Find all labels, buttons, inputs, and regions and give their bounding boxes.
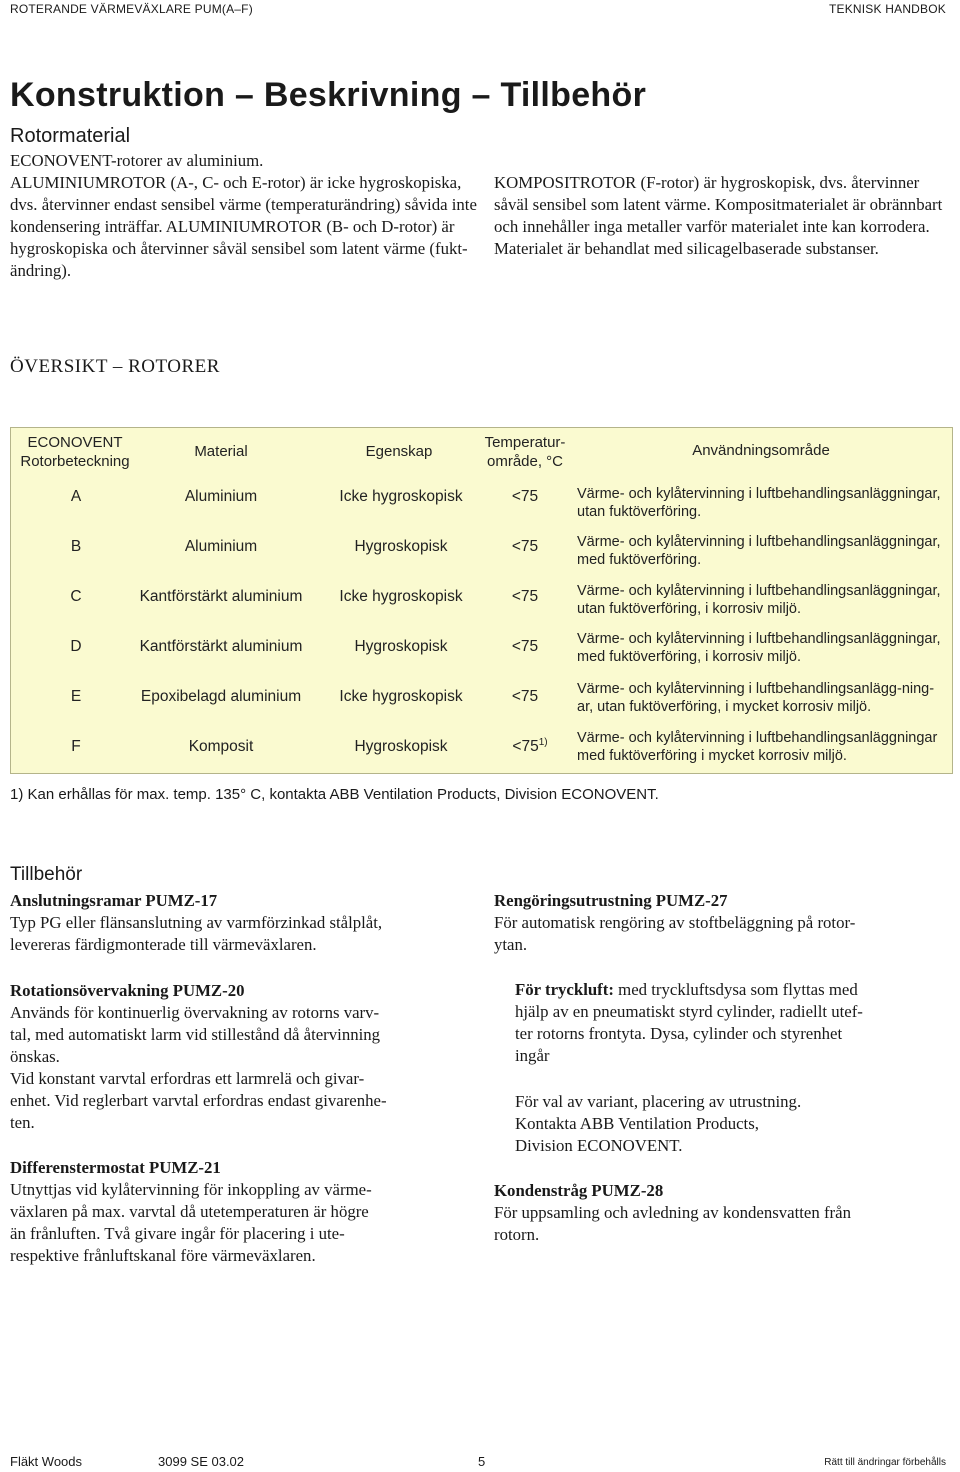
accessory-pumz-28 <box>494 1180 960 1246</box>
row-c-temp <box>495 587 555 606</box>
row-e-property: Icke hygroskopisk <box>339 688 463 705</box>
col-header-designation-line1: ECONOVENT <box>27 434 123 451</box>
row-f-use <box>577 729 957 765</box>
compressed-air-line4: ingår <box>515 1046 550 1065</box>
row-d-property: Hygroskopisk <box>354 638 448 655</box>
accessory-pumz-21-title: Differenstermostat PUMZ-21 <box>10 1158 221 1177</box>
row-f-use-line1: Värme- och kylåtervinning i luftbehandlingsanläggningar <box>577 730 938 746</box>
row-d-material: Kantförstärkt aluminium <box>139 638 303 655</box>
row-d-use <box>577 630 957 666</box>
compressed-air-line3: ter rotorns frontyta. Dysa, cylinder och styrenhet <box>515 1024 843 1043</box>
row-c-property: Icke hygroskopisk <box>339 588 463 605</box>
row-a-material: Aluminium <box>184 488 258 505</box>
overview-heading: ÖVERSIKT – ROTORER <box>10 356 220 377</box>
accessory-pumz-28-title: Kondenstråg PUMZ-28 <box>494 1181 664 1200</box>
col-header-material: Material <box>194 443 248 460</box>
row-b-use-line1: Värme- och kylåtervinning i luftbehandlingsanläggningar, <box>577 534 941 550</box>
accessory-pumz-20-line5: enhet. Vid reglerbart varvtal erfordras endast givarenhe- <box>10 1091 387 1110</box>
footer-rights: Rätt till ändringar förbehålls <box>824 1457 946 1468</box>
row-e-use <box>577 680 957 716</box>
footer-brand: Fläkt Woods <box>10 1454 83 1469</box>
variant-note-line1: För val av variant, placering av utrustning. <box>515 1092 802 1111</box>
col-header-designation-line2: Rotorbeteckning <box>20 453 130 470</box>
row-a-temp <box>495 487 555 506</box>
row-f-temp-note: 1) <box>538 736 548 748</box>
table-footnote: 1) Kan erhållas för max. temp. 135° C, kontakta ABB Ventilation Products, Division ECONOVENT. <box>10 786 659 803</box>
accessory-pumz-17-title: Anslutningsramar PUMZ-17 <box>10 891 218 910</box>
col-header-temperature-line2: område, °C <box>486 453 564 470</box>
footer-page-number: 5 <box>478 1454 486 1469</box>
row-a-use-line2: utan fuktöverföring. <box>577 504 702 520</box>
row-b-temp-value: <75 <box>511 538 539 555</box>
row-c-code: C <box>70 588 82 605</box>
row-b-use <box>577 533 957 569</box>
accessory-pumz-21-line3: än frånluften. Två givare ingår för placering i ute- <box>10 1224 345 1243</box>
accessory-pumz-21-line2: växlaren på max. varvtal då utetemperaturen är högre <box>10 1202 369 1221</box>
row-f-code: F <box>71 738 81 755</box>
col-header-property: Egenskap <box>365 443 433 460</box>
row-d-temp <box>495 637 555 656</box>
accessory-pumz-21-line4: respektive frånluftskanal före värmeväxlaren. <box>10 1246 316 1265</box>
rotor-material-heading: Rotormaterial <box>10 125 131 147</box>
accessory-pumz-27 <box>494 890 960 956</box>
accessory-pumz-20-title: Rotationsövervakning PUMZ-20 <box>10 981 245 1000</box>
compressed-air-line1 <box>515 979 945 1001</box>
row-c-material: Kantförstärkt aluminium <box>139 588 303 605</box>
accessory-pumz-20-line3: önskas. <box>10 1047 60 1066</box>
rotor-material-right: KOMPOSITROTOR (F-rotor) är hygroskopisk, dvs. återvinner såväl sensibel som latent värme. Kompositmaterialet är obrännbart och innehåller inga metaller varför materialet inte kan korrodera. Materialet är behandlat med silicagelbaserade substanser. <box>494 173 943 258</box>
col-header-designation <box>11 433 139 471</box>
row-d-use-line2: med fuktöverföring, i korrosiv miljö. <box>577 649 802 665</box>
col-header-temperature-line1: Temperatur- <box>484 434 566 451</box>
row-b-material: Aluminium <box>184 538 258 555</box>
accessory-pumz-20-line1: Används för kontinuerlig övervakning av rotorns varv- <box>10 1003 380 1022</box>
accessory-pumz-20-line6: ten. <box>10 1113 35 1132</box>
row-b-temp <box>495 537 555 556</box>
accessory-pumz-20 <box>10 980 480 1134</box>
row-f-temp-value: <75 <box>512 738 539 755</box>
variant-note-line3: Division ECONOVENT. <box>515 1136 683 1155</box>
row-e-temp-value: <75 <box>511 688 539 705</box>
variant-note <box>515 1091 945 1157</box>
row-c-temp-value: <75 <box>511 588 539 605</box>
row-f-property: Hygroskopisk <box>354 738 448 755</box>
accessory-pumz-17-line2: levereras färdigmonterade till värmeväxlaren. <box>10 935 317 954</box>
row-d-temp-value: <75 <box>511 638 539 655</box>
row-b-use-line2: med fuktöverföring. <box>577 552 702 568</box>
row-c-use-line2: utan fuktöverföring, i korrosiv miljö. <box>577 601 802 617</box>
accessory-pumz-20-line4: Vid konstant varvtal erfordras ett larmrelä och givar- <box>10 1069 365 1088</box>
accessory-pumz-27-line2: ytan. <box>494 935 528 954</box>
accessory-pumz-27-title: Rengöringsutrustning PUMZ-27 <box>494 891 728 910</box>
row-b-property: Hygroskopisk <box>354 538 448 555</box>
compressed-air-line1-text: med tryckluftsdysa som flyttas med <box>613 980 858 999</box>
accessory-pumz-17 <box>10 890 480 956</box>
rotor-overview-table <box>10 427 953 774</box>
row-c-use-line1: Värme- och kylåtervinning i luftbehandlingsanläggningar, <box>577 583 941 599</box>
compressed-air-label: För tryckluft: <box>515 980 614 999</box>
compressed-air-line2: hjälp av en pneumatiskt styrd cylinder, radiellt utef- <box>515 1002 863 1021</box>
row-c-use <box>577 582 957 618</box>
accessory-pumz-20-line2: tal, med automatiskt larm vid stillestånd då återvinning <box>10 1025 381 1044</box>
row-e-code: E <box>70 688 82 705</box>
page-title: Konstruktion – Beskrivning – Tillbehör <box>10 76 647 114</box>
accessory-pumz-27-line1: För automatisk rengöring av stoftbeläggning på rotor- <box>494 913 856 932</box>
rotor-paragraph-2: ALUMINIUMROTOR (A-, C- och E-rotor) är icke hygroskopiska, dvs. återvinner endast sensibel värme (temperaturändring) såvida inte kondensering inträffar. ALUMINIUMROTOR (B- och D-rotor) är hygroskopiska och återvinner såväl sensibel som latent värme (fukt-ändring). <box>10 173 477 280</box>
row-d-use-line1: Värme- och kylåtervinning i luftbehandlingsanläggningar, <box>577 631 941 647</box>
row-a-use <box>577 485 957 521</box>
row-f-temp <box>495 737 565 756</box>
rotor-material-left <box>10 150 480 282</box>
compressed-air-option <box>515 979 945 1067</box>
accessory-pumz-21 <box>10 1157 480 1267</box>
row-f-material: Komposit <box>188 738 254 755</box>
accessory-pumz-21-line1: Utnyttjas vid kylåtervinning för inkoppling av värme- <box>10 1180 372 1199</box>
row-a-code: A <box>70 488 82 505</box>
running-header-left: ROTERANDE VÄRMEVÄXLARE PUM(A–F) <box>10 2 253 16</box>
accessory-pumz-28-line1: För uppsamling och avledning av kondensvatten från <box>494 1203 851 1222</box>
accessories-heading: Tillbehör <box>10 864 83 885</box>
variant-note-line2: Kontakta ABB Ventilation Products, <box>515 1114 759 1133</box>
row-d-code: D <box>70 638 82 655</box>
col-header-temperature <box>475 433 575 471</box>
accessory-pumz-17-line1: Typ PG eller flänsanslutning av varmförzinkad stålplåt, <box>10 913 383 932</box>
accessory-pumz-28-line2: rotorn. <box>494 1225 540 1244</box>
rotor-paragraph-1: ECONOVENT-rotorer av aluminium. <box>10 151 264 170</box>
row-e-use-line2: ar, utan fuktöverföring, i mycket korrosiv miljö. <box>577 699 872 715</box>
row-a-property: Icke hygroskopisk <box>339 488 463 505</box>
row-e-material: Epoxibelagd aluminium <box>140 688 302 705</box>
row-e-use-line1: Värme- och kylåtervinning i luftbehandlingsanlägg-ning- <box>577 681 935 697</box>
running-header-right: TEKNISK HANDBOK <box>828 2 946 16</box>
row-a-temp-value: <75 <box>511 488 539 505</box>
row-b-code: B <box>70 538 82 555</box>
row-f-use-line2: med fuktöverföring i mycket korrosiv miljö. <box>577 748 847 764</box>
col-header-application: Användningsområde <box>692 442 830 459</box>
row-a-use-line1: Värme- och kylåtervinning i luftbehandlingsanläggningar, <box>577 486 941 502</box>
footer-doc-number: 3099 SE 03.02 <box>158 1454 245 1469</box>
row-e-temp <box>495 687 555 706</box>
